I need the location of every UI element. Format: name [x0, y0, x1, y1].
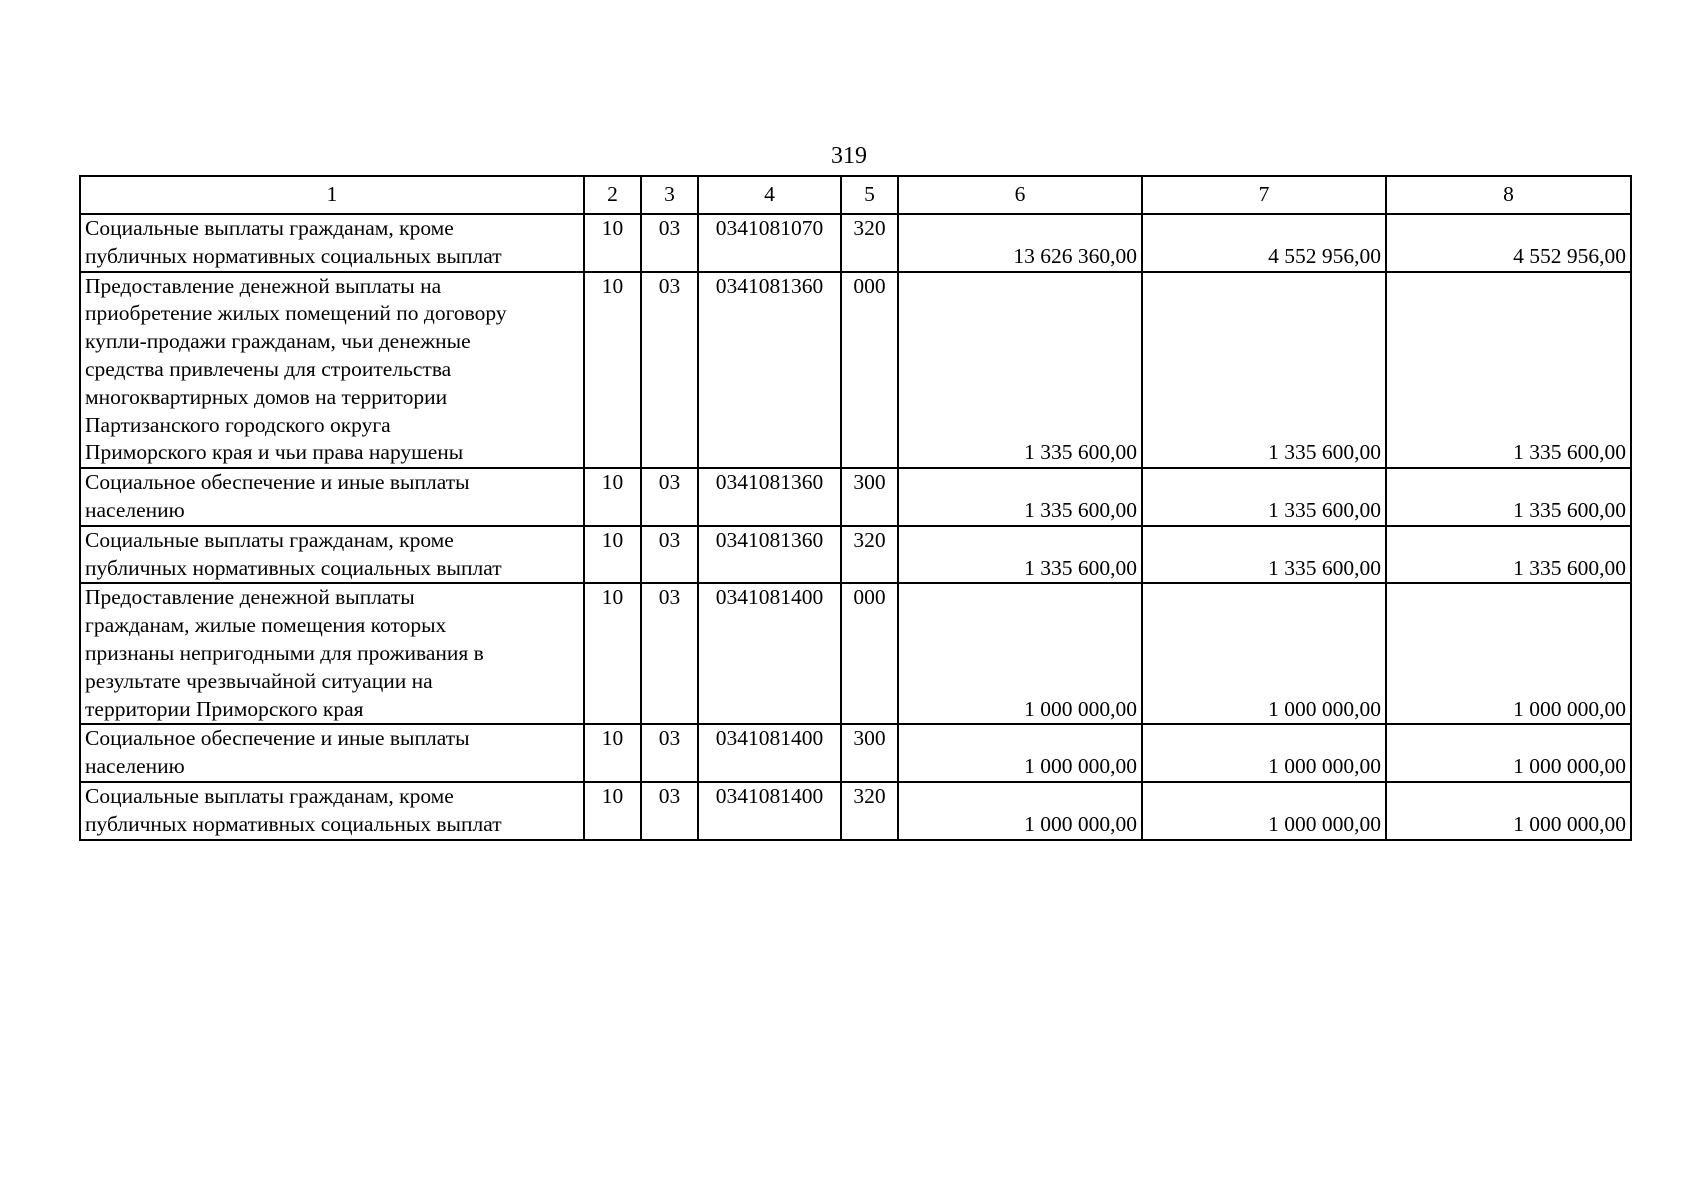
column-header-7: 7: [1142, 176, 1386, 214]
subsection-code: 03: [641, 724, 698, 782]
target-article-code: 0341081360: [698, 468, 841, 526]
row-name-line: территории Приморского края: [85, 696, 364, 721]
section-code: 10: [584, 272, 641, 469]
expense-type-code: 000: [841, 272, 898, 469]
subsection-code: 03: [641, 526, 698, 584]
amount-col-7: 1 335 600,00: [1142, 272, 1386, 469]
row-name-cell: [80, 583, 584, 724]
subsection-code: 03: [641, 583, 698, 724]
page-number: 319: [831, 143, 867, 169]
row-name-cell: [80, 782, 584, 840]
row-name-line: Предоставление денежной выплаты на: [85, 273, 442, 298]
row-name-line: Предоставление денежной выплаты: [85, 585, 415, 610]
expense-type-code: 000: [841, 583, 898, 724]
row-name-line: многоквартирных домов на территории: [85, 384, 448, 409]
row-name-line: средства привлечены для строительства: [85, 356, 452, 381]
amount-col-8: 1 000 000,00: [1386, 583, 1631, 724]
row-name-line: населению: [85, 754, 185, 779]
amount-col-6: 1 000 000,00: [898, 782, 1142, 840]
subsection-code: 03: [641, 272, 698, 469]
column-header-5: 5: [841, 176, 898, 214]
amount-col-6: 1 335 600,00: [898, 526, 1142, 584]
expense-type-code: 320: [841, 526, 898, 584]
table-row: [80, 526, 1631, 584]
row-name-line: Социальное обеспечение и иные выплаты: [85, 470, 470, 495]
amount-col-6: 1 335 600,00: [898, 272, 1142, 469]
amount-col-7: 1 335 600,00: [1142, 468, 1386, 526]
row-name-line: публичных нормативных социальных выплат: [85, 811, 502, 836]
row-name-cell: [80, 724, 584, 782]
target-article-code: 0341081400: [698, 583, 841, 724]
amount-col-6: 1 335 600,00: [898, 468, 1142, 526]
section-code: 10: [584, 468, 641, 526]
row-name-line: Партизанского городского округа: [85, 412, 391, 437]
row-name-cell: [80, 468, 584, 526]
amount-col-8: 1 000 000,00: [1386, 782, 1631, 840]
row-name-line: Социальное обеспечение и иные выплаты: [85, 726, 470, 751]
section-code: 10: [584, 526, 641, 584]
row-name-line: результате чрезвычайной ситуации на: [85, 668, 433, 693]
subsection-code: 03: [641, 468, 698, 526]
column-header-2: 2: [584, 176, 641, 214]
expense-type-code: 300: [841, 724, 898, 782]
target-article-code: 0341081360: [698, 272, 841, 469]
row-name-cell: [80, 526, 584, 584]
amount-col-7: 1 000 000,00: [1142, 583, 1386, 724]
section-code: 10: [584, 724, 641, 782]
target-article-code: 0341081400: [698, 782, 841, 840]
table-row: [80, 724, 1631, 782]
target-article-code: 0341081400: [698, 724, 841, 782]
column-header-8: 8: [1386, 176, 1631, 214]
amount-col-7: 1 000 000,00: [1142, 782, 1386, 840]
header-row: [80, 176, 1631, 214]
column-header-1: 1: [80, 176, 584, 214]
table-row: [80, 782, 1631, 840]
expense-type-code: 320: [841, 782, 898, 840]
expense-type-code: 320: [841, 214, 898, 272]
subsection-code: 03: [641, 782, 698, 840]
column-header-6: 6: [898, 176, 1142, 214]
row-name-line: публичных нормативных социальных выплат: [85, 243, 502, 268]
section-code: 10: [584, 782, 641, 840]
table-row: [80, 272, 1631, 469]
row-name-line: приобретение жилых помещений по договору: [85, 301, 507, 326]
amount-col-8: 1 335 600,00: [1386, 468, 1631, 526]
amount-col-6: 1 000 000,00: [898, 583, 1142, 724]
amount-col-7: 4 552 956,00: [1142, 214, 1386, 272]
row-name-line: Приморского края и чьи права нарушены: [85, 440, 464, 465]
amount-col-8: 1 335 600,00: [1386, 272, 1631, 469]
amount-col-8: 4 552 956,00: [1386, 214, 1631, 272]
column-header-3: 3: [641, 176, 698, 214]
column-header-4: 4: [698, 176, 841, 214]
row-name-cell: [80, 272, 584, 469]
budget-table: [79, 175, 1632, 841]
row-name-line: Социальные выплаты гражданам, кроме: [85, 783, 454, 808]
amount-col-8: 1 000 000,00: [1386, 724, 1631, 782]
section-code: 10: [584, 583, 641, 724]
amount-col-6: 1 000 000,00: [898, 724, 1142, 782]
target-article-code: 0341081360: [698, 526, 841, 584]
amount-col-8: 1 335 600,00: [1386, 526, 1631, 584]
row-name-line: публичных нормативных социальных выплат: [85, 555, 502, 580]
row-name-line: Социальные выплаты гражданам, кроме: [85, 216, 454, 240]
row-name-line: признаны непригодными для проживания в: [85, 640, 484, 665]
table-row: [80, 468, 1631, 526]
row-name-line: купли-продажи гражданам, чьи денежные: [85, 329, 471, 354]
subsection-code: 03: [641, 214, 698, 272]
target-article-code: 0341081070: [698, 214, 841, 272]
table-row: [80, 583, 1631, 724]
row-name-line: Социальные выплаты гражданам, кроме: [85, 527, 454, 552]
row-name-line: населению: [85, 497, 185, 522]
table-row: [80, 214, 1631, 272]
row-name-cell: [80, 214, 584, 272]
row-name-line: гражданам, жилые помещения которых: [85, 613, 447, 638]
amount-col-7: 1 335 600,00: [1142, 526, 1386, 584]
expense-type-code: 300: [841, 468, 898, 526]
section-code: 10: [584, 214, 641, 272]
amount-col-7: 1 000 000,00: [1142, 724, 1386, 782]
amount-col-6: 13 626 360,00: [898, 214, 1142, 272]
